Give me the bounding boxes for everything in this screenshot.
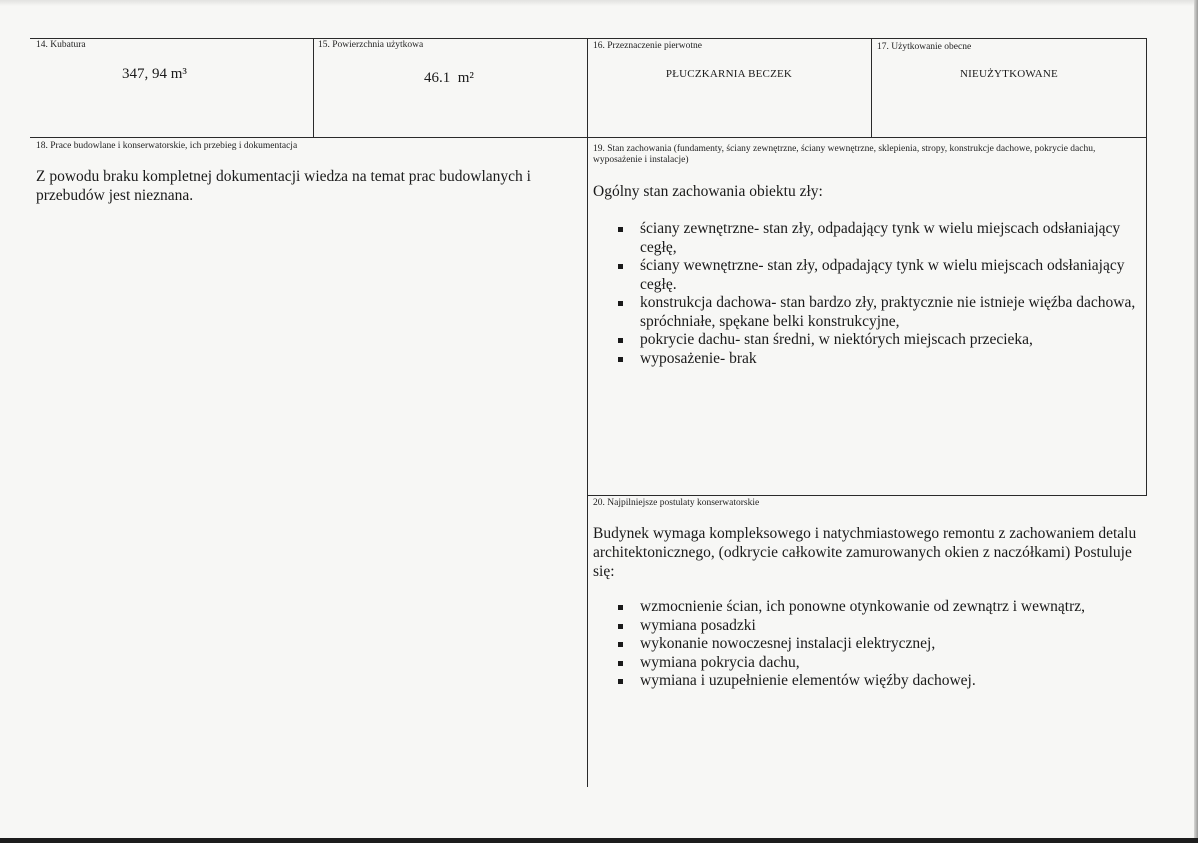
section-18-label: 18. Prace budowlane i konserwatorskie, ich przebieg i dokumentacja bbox=[36, 141, 298, 151]
field-17-value: NIEUŻYTKOWANE bbox=[960, 68, 1058, 80]
section-18-text: Z powodu braku kompletnej dokumentacji wiedza na temat prac budowlanych i przebudów jest nieznana. bbox=[36, 168, 531, 204]
field-14-label: 14. Kubatura bbox=[36, 40, 86, 50]
field-17-label: 17. Użytkowanie obecne bbox=[877, 42, 972, 52]
list-item: wykonanie nowoczesnej instalacji elektrycznej, bbox=[614, 635, 1144, 654]
right-border bbox=[1146, 38, 1147, 496]
list-item: wymiana pokrycia dachu, bbox=[614, 654, 1144, 673]
section-19-label: 19. Stan zachowania (fundamenty, ściany zewnętrzne, ściany wewnętrzne, sklepienia, stropy, konstrukcje dachowe, pokrycie dachu, wyposażenie i instalacje) bbox=[593, 144, 1096, 165]
row2-rule bbox=[30, 137, 1147, 138]
field-14-value: 347, 94 m³ bbox=[122, 66, 187, 82]
scan-right-edge bbox=[1194, 0, 1198, 843]
scan-bottom-edge bbox=[0, 838, 1198, 843]
section-19-intro: Ogólny stan zachowania obiektu zły: bbox=[593, 183, 823, 200]
list-item: wymiana posadzki bbox=[614, 617, 1144, 636]
section-19-list bbox=[614, 220, 1144, 368]
list-item: pokrycie dachu- stan średni, w niektórych miejscach przecieka, bbox=[614, 331, 1144, 350]
list-item: wymiana i uzupełnienie elementów więźby dachowej. bbox=[614, 672, 1144, 691]
list-item: wzmocnienie ścian, ich ponowne otynkowanie od zewnątrz i wewnątrz, bbox=[614, 598, 1144, 617]
divider-16-17 bbox=[871, 38, 872, 137]
list-item: wyposażenie- brak bbox=[614, 350, 1144, 369]
field-16-value: PŁUCZKARNIA BECZEK bbox=[665, 68, 793, 80]
field-15-label: 15. Powierzchnia użytkowa bbox=[318, 40, 424, 50]
list-item: ściany zewnętrzne- stan zły, odpadający tynk w wielu miejscach odsłaniający cegłę, bbox=[614, 220, 1144, 257]
scan-top-edge bbox=[0, 0, 1198, 6]
field-16-label: 16. Przeznaczenie pierwotne bbox=[593, 41, 702, 51]
section-20-intro: Budynek wymaga kompleksowego i natychmiastowego remontu z zachowaniem detalu architektonicznego, (odkrycie całkowite zamurowanych okien z naczółkami) Postuluje się: bbox=[593, 525, 1137, 580]
section-20-list bbox=[614, 598, 1144, 691]
list-item: ściany wewnętrzne- stan zły, odpadający tynk w wielu miejscach odsłaniający cegłę. bbox=[614, 257, 1144, 294]
top-rule bbox=[30, 38, 1147, 39]
divider-14-15 bbox=[313, 38, 314, 137]
main-column-divider bbox=[587, 38, 588, 787]
section20-rule bbox=[587, 495, 1147, 496]
list-item: konstrukcja dachowa- stan bardzo zły, praktycznie nie istnieje więźba dachowa, spróchniałe, spękane belki konstrukcyjne, bbox=[614, 294, 1144, 331]
field-15-value: 46.1 m² bbox=[424, 70, 474, 86]
section-20-label: 20. Najpilniejsze postulaty konserwatorskie bbox=[593, 498, 760, 508]
